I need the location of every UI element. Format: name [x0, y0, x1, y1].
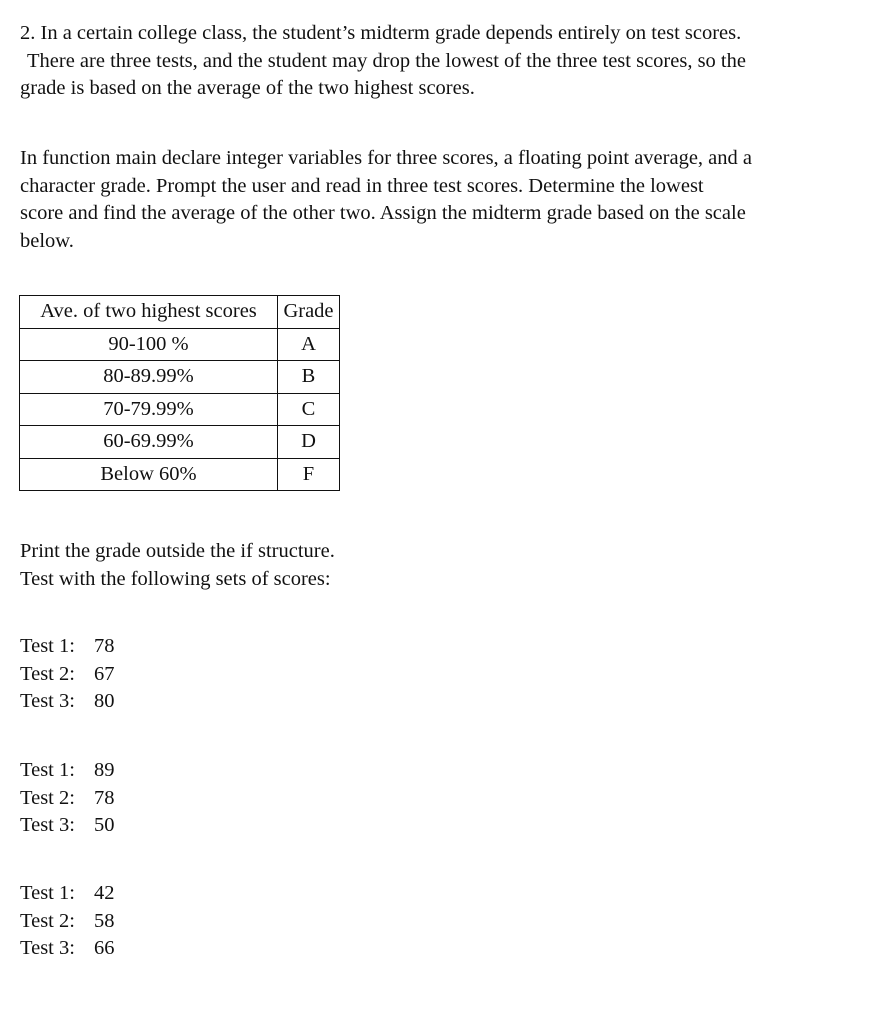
test-score: 89 — [94, 759, 115, 781]
test-label: Test 2: — [20, 662, 75, 685]
test-row — [20, 688, 115, 716]
intro-line: grade is based on the average of the two highest scores. — [20, 77, 475, 99]
output-instructions — [20, 538, 870, 593]
intro-line: 2. In a certain college class, the student’s midterm grade depends entirely on test scores. — [20, 22, 742, 44]
header-average: Ave. of two highest scores — [20, 296, 278, 329]
test-row — [20, 661, 115, 689]
test-set-2 — [20, 757, 115, 840]
test-label: Test 1: — [20, 759, 75, 781]
test-row — [20, 785, 115, 813]
instruction-line: character grade. Prompt the user and read in three test scores. Determine the lowest — [20, 174, 704, 197]
test-score: 50 — [94, 814, 115, 836]
test-label: Test 1: — [20, 882, 75, 904]
table-header-row — [20, 296, 340, 329]
test-label: Test 2: — [20, 786, 75, 809]
table-row — [20, 361, 340, 394]
test-set-3 — [20, 880, 115, 963]
range-cell: 60-69.99% — [20, 426, 278, 459]
range-cell: 90-100 % — [20, 328, 278, 361]
test-score: 42 — [94, 882, 115, 904]
header-grade: Grade — [278, 296, 340, 329]
output-instruction-line: Print the grade outside the if structure. — [20, 540, 335, 562]
test-score: 80 — [94, 690, 115, 712]
test-label: Test 3: — [20, 690, 75, 712]
test-score: 66 — [94, 937, 115, 959]
grade-cell: A — [278, 328, 340, 361]
instruction-line: score and find the average of the other two. Assign the midterm grade based on the scale — [20, 202, 746, 224]
test-label: Test 2: — [20, 909, 75, 932]
grade-cell: D — [278, 426, 340, 459]
grade-cell: B — [278, 361, 340, 394]
table-row — [20, 328, 340, 361]
test-row — [20, 908, 115, 936]
problem-instructions — [20, 145, 870, 255]
test-score: 78 — [94, 786, 115, 809]
test-label: Test 3: — [20, 937, 75, 959]
range-cell: Below 60% — [20, 458, 278, 491]
test-row — [20, 757, 115, 785]
grade-cell: C — [278, 393, 340, 426]
test-row — [20, 812, 115, 840]
test-score: 67 — [94, 662, 115, 685]
grade-scale-table — [19, 295, 340, 491]
grade-cell: F — [278, 458, 340, 491]
test-label: Test 3: — [20, 814, 75, 836]
test-label: Test 1: — [20, 635, 75, 657]
instruction-line: In function main declare integer variables for three scores, a floating point average, and a — [20, 147, 752, 169]
problem-intro — [20, 20, 870, 103]
test-row — [20, 935, 115, 963]
table-row — [20, 426, 340, 459]
test-score: 78 — [94, 635, 115, 657]
range-cell: 70-79.99% — [20, 393, 278, 426]
test-row — [20, 880, 115, 908]
range-cell: 80-89.99% — [20, 361, 278, 394]
instruction-line: below. — [20, 229, 74, 252]
test-row — [20, 633, 115, 661]
test-set-1 — [20, 633, 115, 716]
table-row — [20, 393, 340, 426]
test-score: 58 — [94, 909, 115, 932]
table-row — [20, 458, 340, 491]
intro-line: There are three tests, and the student may drop the lowest of the three test scores, so the — [27, 49, 746, 72]
output-instruction-line: Test with the following sets of scores: — [20, 567, 331, 590]
